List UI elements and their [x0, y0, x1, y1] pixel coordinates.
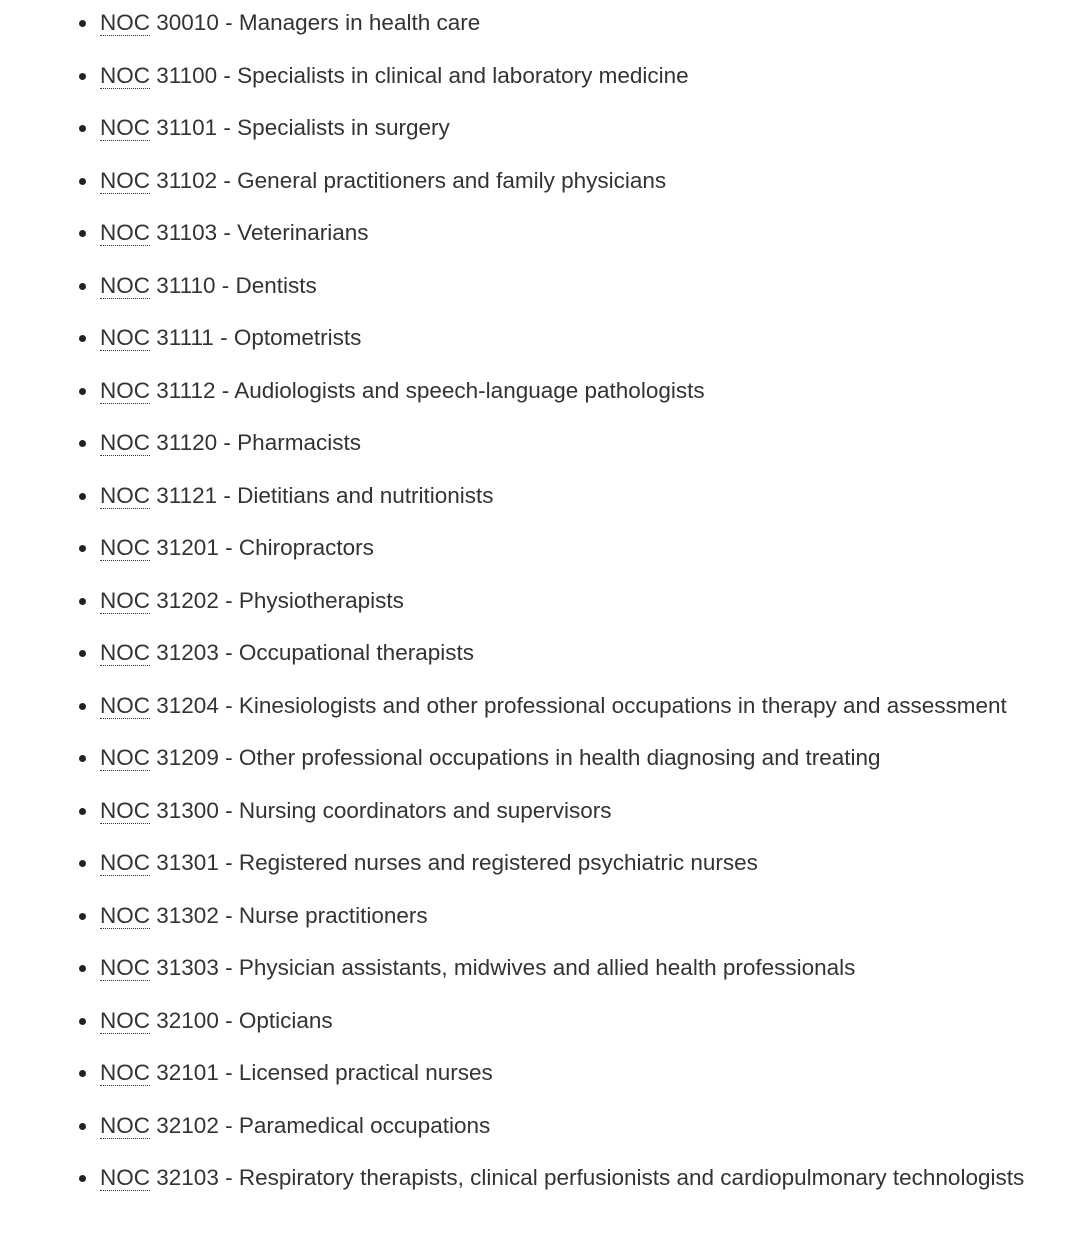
occupation-title: Physiotherapists — [238, 587, 404, 613]
noc-code: 31103 — [156, 220, 218, 245]
bullet-icon — [79, 1070, 86, 1077]
separator: - — [218, 745, 239, 770]
noc-abbreviation[interactable]: NOC — [100, 640, 150, 665]
occupation-title: General practitioners and family physicians — [237, 167, 667, 193]
noc-abbreviation[interactable]: NOC — [100, 220, 150, 245]
list-item — [0, 1108, 1080, 1144]
list-item — [0, 898, 1080, 934]
noc-code: 31300 — [156, 797, 219, 823]
noc-code: 32100 — [156, 1007, 219, 1033]
bullet-icon — [79, 440, 86, 447]
bullet-icon — [79, 545, 86, 552]
occupation-title: Kinesiologists and other professional occupations in therapy and assessment — [238, 692, 1007, 718]
noc-abbreviation[interactable]: NOC — [100, 167, 150, 193]
noc-code: 31303 — [156, 955, 219, 980]
separator: - — [218, 902, 239, 928]
noc-code: 31110 — [156, 272, 216, 298]
separator: - — [218, 692, 239, 718]
bullet-icon — [79, 860, 86, 867]
separator: - — [218, 10, 239, 35]
bullet-icon — [79, 1175, 86, 1182]
noc-abbreviation[interactable]: NOC — [100, 692, 150, 718]
bullet-icon — [79, 493, 86, 500]
occupation-title: Dietitians and nutritionists — [237, 482, 494, 508]
noc-abbreviation[interactable]: NOC — [100, 955, 150, 980]
separator: - — [217, 167, 238, 193]
noc-abbreviation[interactable]: NOC — [100, 1060, 150, 1085]
occupation-title: Optometrists — [233, 325, 362, 350]
occupation-title: Paramedical occupations — [238, 1112, 491, 1138]
occupation-title: Pharmacists — [237, 430, 361, 455]
noc-abbreviation[interactable]: NOC — [100, 797, 150, 823]
noc-abbreviation[interactable]: NOC — [100, 430, 150, 455]
list-item — [0, 425, 1080, 461]
separator: - — [218, 535, 239, 560]
list-item — [0, 740, 1080, 776]
bullet-icon — [79, 125, 86, 132]
separator: - — [215, 377, 235, 403]
list-item — [0, 845, 1080, 881]
bullet-icon — [79, 755, 86, 762]
list-item — [0, 320, 1080, 356]
noc-code: 31120 — [156, 430, 218, 455]
occupation-title: Occupational therapists — [238, 640, 474, 665]
list-item — [0, 110, 1080, 146]
noc-code: 32103 — [156, 1165, 219, 1190]
noc-code: 31100 — [156, 62, 218, 88]
noc-abbreviation[interactable]: NOC — [100, 535, 150, 560]
bullet-icon — [79, 598, 86, 605]
list-item — [0, 268, 1080, 304]
list-item — [0, 793, 1080, 829]
separator: - — [217, 430, 238, 455]
noc-abbreviation[interactable]: NOC — [100, 1007, 150, 1033]
occupation-title: Dentists — [235, 272, 317, 298]
noc-code: 31101 — [156, 115, 218, 140]
bullet-icon — [79, 703, 86, 710]
separator: - — [217, 115, 238, 140]
list-item — [0, 1160, 1080, 1196]
bullet-icon — [79, 808, 86, 815]
list-item — [0, 215, 1080, 251]
noc-code: 31111 — [156, 325, 214, 350]
noc-abbreviation[interactable]: NOC — [100, 902, 150, 928]
bullet-icon — [79, 650, 86, 657]
occupation-title: Registered nurses and registered psychiatric nurses — [238, 850, 758, 875]
separator: - — [218, 850, 239, 875]
list-item — [0, 5, 1080, 41]
separator: - — [218, 797, 239, 823]
bullet-icon — [79, 20, 86, 27]
separator: - — [215, 272, 236, 298]
noc-abbreviation[interactable]: NOC — [100, 10, 150, 35]
noc-code: 30010 — [156, 10, 219, 35]
noc-abbreviation[interactable]: NOC — [100, 587, 150, 613]
noc-code: 31121 — [156, 482, 218, 508]
list-item — [0, 530, 1080, 566]
bullet-icon — [79, 335, 86, 342]
list-item — [0, 688, 1080, 724]
occupation-title: Specialists in surgery — [237, 115, 450, 140]
bullet-icon — [79, 1123, 86, 1130]
list-item — [0, 1055, 1080, 1091]
noc-abbreviation[interactable]: NOC — [100, 325, 150, 350]
noc-abbreviation[interactable]: NOC — [100, 62, 150, 88]
bullet-icon — [79, 1018, 86, 1025]
noc-abbreviation[interactable]: NOC — [100, 482, 150, 508]
occupation-title: Respiratory therapists, clinical perfusionists and cardiopulmonary technologists — [238, 1165, 1025, 1190]
occupation-title: Nursing coordinators and supervisors — [238, 797, 612, 823]
bullet-icon — [79, 388, 86, 395]
separator: - — [217, 220, 238, 245]
noc-abbreviation[interactable]: NOC — [100, 272, 150, 298]
bullet-icon — [79, 965, 86, 972]
noc-code: 32102 — [156, 1112, 219, 1138]
list-item — [0, 635, 1080, 671]
bullet-icon — [79, 283, 86, 290]
noc-abbreviation[interactable]: NOC — [100, 745, 150, 770]
separator: - — [218, 1112, 239, 1138]
occupation-title: Managers in health care — [238, 10, 481, 35]
noc-abbreviation[interactable]: NOC — [100, 115, 150, 140]
bullet-icon — [79, 178, 86, 185]
occupation-title: Other professional occupations in health diagnosing and treating — [238, 745, 881, 770]
noc-code: 31112 — [156, 377, 216, 403]
list-item — [0, 583, 1080, 619]
occupation-title: Opticians — [238, 1007, 333, 1033]
list-item — [0, 163, 1080, 199]
noc-code: 31202 — [156, 587, 219, 613]
separator: - — [218, 1060, 239, 1085]
list-item — [0, 373, 1080, 409]
separator: - — [217, 62, 238, 88]
bullet-icon — [79, 73, 86, 80]
list-item — [0, 478, 1080, 514]
noc-abbreviation[interactable]: NOC — [100, 1165, 150, 1190]
separator: - — [217, 482, 238, 508]
list-item — [0, 58, 1080, 94]
separator: - — [218, 640, 239, 665]
noc-code: 31302 — [156, 902, 219, 928]
separator: - — [218, 587, 239, 613]
occupation-title: Chiropractors — [238, 535, 374, 560]
separator: - — [218, 1165, 239, 1190]
occupation-title: Physician assistants, midwives and allied health professionals — [238, 955, 856, 980]
occupation-title: Specialists in clinical and laboratory medicine — [237, 62, 689, 88]
occupation-title: Nurse practitioners — [238, 902, 428, 928]
separator: - — [218, 955, 239, 980]
noc-code: 31102 — [156, 167, 218, 193]
noc-abbreviation[interactable]: NOC — [100, 377, 150, 403]
list-item — [0, 950, 1080, 986]
noc-code: 31301 — [156, 850, 219, 875]
noc-code: 31203 — [156, 640, 219, 665]
bullet-icon — [79, 913, 86, 920]
noc-abbreviation[interactable]: NOC — [100, 1112, 150, 1138]
noc-code: 31209 — [156, 745, 219, 770]
noc-code: 31204 — [156, 692, 219, 718]
occupation-title: Veterinarians — [237, 220, 369, 245]
occupation-title: Audiologists and speech-language pathologists — [234, 377, 705, 403]
list-item — [0, 1003, 1080, 1039]
separator: - — [218, 1007, 239, 1033]
occupation-title: Licensed practical nurses — [238, 1060, 493, 1085]
noc-code: 32101 — [156, 1060, 219, 1085]
separator: - — [213, 325, 234, 350]
bullet-icon — [79, 230, 86, 237]
noc-abbreviation[interactable]: NOC — [100, 850, 150, 875]
noc-code: 31201 — [156, 535, 219, 560]
